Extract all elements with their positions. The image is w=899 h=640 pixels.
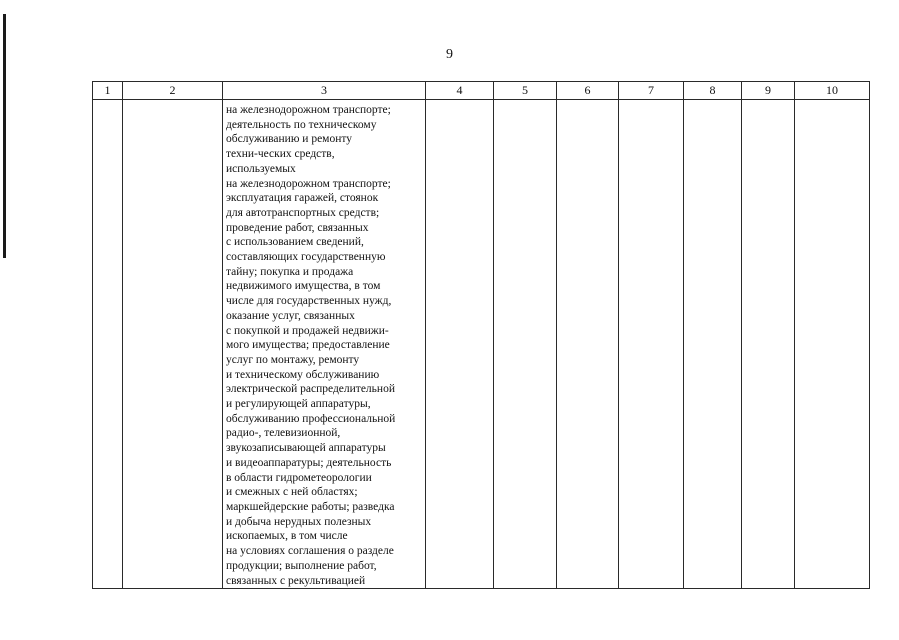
table-cell-col8	[684, 100, 742, 589]
text-line: продукции; выполнение работ,	[226, 559, 377, 572]
text-line: маркшейдерские работы; разведка	[226, 500, 395, 513]
data-table	[92, 81, 870, 589]
table-cell-col4	[426, 100, 494, 589]
table-row	[93, 100, 870, 589]
text-line: деятельность по техническому	[226, 118, 377, 131]
text-line: и техническому обслуживанию	[226, 368, 380, 381]
text-line: эксплуатация гаражей, стоянок	[226, 192, 379, 205]
text-line: недвижимого имущества, в том	[226, 280, 381, 293]
text-line: на условиях соглашения о разделе	[226, 545, 394, 558]
text-line: и смежных с ней областях;	[226, 486, 358, 499]
text-line: радио-, телевизионной,	[226, 427, 341, 440]
text-line: обслуживанию и ремонту	[226, 133, 352, 146]
table-cell-col3	[223, 100, 426, 589]
text-line: используемых	[226, 162, 296, 175]
table-cell-col2	[123, 100, 223, 589]
column-header-3: 3	[223, 82, 426, 100]
text-line: на железнодорожном транспорте;	[226, 177, 391, 190]
page-number: 9	[446, 47, 453, 62]
table-header-row	[93, 82, 870, 100]
text-line: связанных с рекультивацией	[226, 574, 366, 587]
table-cell-col9	[742, 100, 795, 589]
text-line: техни-ческих средств,	[226, 148, 335, 161]
table-cell-col1	[93, 100, 123, 589]
table-cell-col10	[795, 100, 870, 589]
text-line: с покупкой и продажей недвижи-	[226, 324, 389, 337]
column-header-2: 2	[123, 82, 223, 100]
text-line: ископаемых, в том числе	[226, 530, 348, 543]
text-line: и регулирующей аппаратуры,	[226, 398, 371, 411]
text-line: мого имущества; предоставление	[226, 339, 390, 352]
text-line: в области гидрометеорологии	[226, 471, 372, 484]
text-line: электрической распределительной	[226, 383, 395, 396]
column-header-9: 9	[742, 82, 795, 100]
column-header-8: 8	[684, 82, 742, 100]
column-header-7: 7	[619, 82, 684, 100]
column-header-1: 1	[93, 82, 123, 100]
column-header-10: 10	[795, 82, 870, 100]
text-line: тайну; покупка и продажа	[226, 265, 354, 278]
text-line: с использованием сведений,	[226, 236, 364, 249]
text-line: составляющих государственную	[226, 251, 386, 264]
table-cell-col5	[494, 100, 557, 589]
text-line: для автотранспортных средств;	[226, 206, 380, 219]
text-line: оказание услуг, связанных	[226, 309, 355, 322]
text-line: обслуживанию профессиональной	[226, 412, 396, 425]
table-cell-col7	[619, 100, 684, 589]
column-header-5: 5	[494, 82, 557, 100]
table-cell-col6	[557, 100, 619, 589]
column-header-4: 4	[426, 82, 494, 100]
text-line: на железнодорожном транспорте;	[226, 104, 391, 116]
text-line: услуг по монтажу, ремонту	[226, 353, 360, 366]
text-line: числе для государственных нужд,	[226, 295, 392, 308]
text-line: и видеоаппаратуры; деятельность	[226, 456, 392, 469]
text-line: проведение работ, связанных	[226, 221, 369, 234]
text-line: и добыча нерудных полезных	[226, 515, 372, 528]
activity-description-text	[223, 100, 425, 588]
text-line: звукозаписывающей аппаратуры	[226, 442, 386, 455]
column-header-6: 6	[557, 82, 619, 100]
